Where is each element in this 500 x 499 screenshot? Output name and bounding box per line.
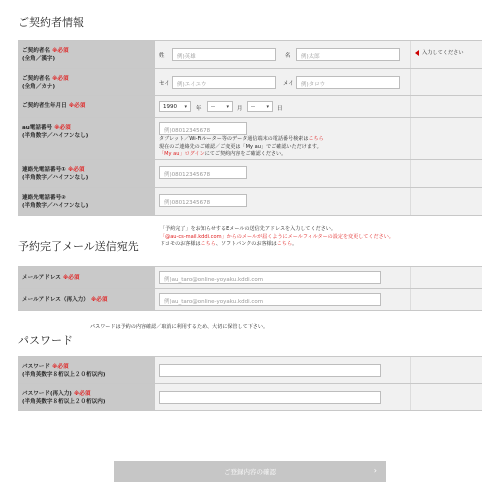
contact-1-fields (154, 160, 410, 187)
password-fields (154, 357, 410, 383)
mei-kana-input[interactable]: 例)タロウ (296, 76, 400, 89)
mail-filter-note: 「@au-cs-mail.kddi.com」からのメールが届くようにメールフィルターの設定を変更してください。 (160, 233, 394, 240)
label-text: ご契約者生年月日 (22, 103, 67, 109)
label-text: ご契約者名 (22, 48, 50, 54)
row-email-confirm (18, 289, 482, 311)
side-cell (410, 267, 482, 288)
sei-kanji-input[interactable]: 例)英雄 (172, 48, 276, 61)
label-sub: (半角英数字８桁以上２０桁以内) (22, 372, 106, 378)
label-sub: (全角／漢字) (22, 56, 56, 62)
row-email (18, 267, 482, 289)
row-name-kanji (18, 41, 482, 69)
password-confirm-input[interactable] (159, 391, 381, 404)
label-contact-2 (18, 188, 154, 215)
birth-year-select[interactable] (159, 101, 191, 112)
label-text: ご契約者名 (22, 76, 50, 82)
required-mark: ※必須 (73, 391, 91, 397)
month-unit: 月 (237, 106, 243, 112)
email-confirm-input[interactable]: 例)au_taro@online-yoyaku.kddi.com (159, 293, 381, 306)
label-sub: (半角数字／ハイフンなし) (22, 203, 89, 209)
required-mark: ※必須 (68, 103, 86, 109)
section-title-contractor: ご契約者情報 (18, 16, 84, 29)
email-fields (154, 267, 410, 288)
submit-label: ご登録内容の確認 (224, 468, 276, 476)
required-mark: ※必須 (51, 48, 69, 54)
contact-1-input[interactable]: 例)08012345678 (159, 166, 247, 179)
contact-2-fields (154, 188, 410, 215)
row-password (18, 357, 482, 384)
password-input[interactable] (159, 364, 381, 377)
completion-note (160, 226, 394, 249)
label-sub: (全角／カナ) (22, 84, 56, 90)
sei-kana-input[interactable]: 例)エイユウ (172, 76, 276, 89)
data-device-search-link[interactable]: こちら (308, 136, 324, 142)
name-kanji-fields (154, 41, 410, 68)
my-au-login-link[interactable]: 「My au」ログイン (159, 151, 205, 157)
side-cell (410, 96, 482, 117)
birth-month-select[interactable] (207, 101, 233, 112)
side-cell (410, 118, 482, 159)
note-text: パスワードは予約の内容確認／取消に利用するため、大切に保管して下さい。 (90, 324, 269, 330)
birth-year-value: 1990 (163, 104, 177, 110)
section-title-completion: 予約完了メール送信宛先 (18, 240, 139, 253)
confirm-registration-button[interactable] (114, 461, 386, 482)
password-note (90, 324, 268, 332)
row-name-kana (18, 69, 482, 96)
name-kana-fields (154, 69, 410, 95)
row-contact-2 (18, 188, 482, 216)
birthday-fields (154, 96, 410, 117)
hint-cell (410, 41, 482, 68)
side-cell (410, 188, 482, 215)
note-text: タブレット／Wi-Fiルーター等のデータ通信端末の電話番号検索は (159, 136, 309, 142)
label-sub: (半角数字／ハイフンなし) (22, 133, 89, 139)
au-phone-input[interactable]: 例)08012345678 (159, 122, 247, 135)
label-password-confirm (18, 384, 154, 410)
required-mark: ※必須 (67, 167, 85, 173)
chevron-down-icon: ▾ (226, 104, 229, 110)
label-email-confirm (18, 289, 154, 310)
row-au-phone (18, 118, 482, 160)
label-text: au電話番号 (22, 125, 53, 131)
email-confirm-fields (154, 289, 410, 310)
hint-arrow-icon (415, 50, 419, 56)
contact-2-input[interactable]: 例)08012345678 (159, 194, 247, 207)
label-text: 連絡先電話番号① (22, 167, 66, 173)
required-mark: ※必須 (90, 297, 108, 303)
mei-kana-label: メイ (283, 81, 294, 87)
side-cell (410, 357, 482, 383)
side-cell (410, 69, 482, 95)
label-email (18, 267, 154, 288)
mei-label: 名 (285, 53, 291, 59)
au-phone-note (159, 136, 324, 159)
row-password-confirm (18, 384, 482, 411)
label-sub: (半角英数字８桁以上２０桁以内) (22, 399, 106, 405)
note-text: ドコモのお客様は (160, 241, 201, 247)
day-unit: 日 (277, 106, 283, 112)
section-title-password: パスワード (18, 334, 73, 347)
au-phone-fields (154, 118, 410, 159)
birth-day-value: -- (251, 104, 255, 110)
label-contact-1 (18, 160, 154, 187)
birth-month-value: -- (211, 104, 215, 110)
hint-text: 入力してください (422, 50, 464, 56)
note-text: 、ソフトバンクのお客様は (215, 241, 277, 247)
docomo-link[interactable]: こちら (200, 241, 216, 247)
label-text: パスワード(再入力) (22, 391, 72, 397)
sei-label: 姓 (159, 53, 165, 59)
side-cell (410, 384, 482, 410)
chevron-right-icon: › (373, 466, 377, 475)
note-text: 。 (292, 241, 298, 247)
note-text: 「予約完了」をお知らせするEメールの送信先アドレスを入力してください。 (160, 226, 336, 232)
chevron-down-icon: ▾ (266, 104, 269, 110)
birth-day-select[interactable] (247, 101, 273, 112)
label-birthday (18, 96, 154, 117)
label-text: パスワード (22, 364, 50, 370)
email-input[interactable]: 例)au_taro@online-yoyaku.kddi.com (159, 271, 381, 284)
softbank-link[interactable]: こちら (276, 241, 293, 247)
required-mark: ※必須 (62, 275, 80, 281)
side-cell (410, 160, 482, 187)
note-text: にてご契約内容をご確認ください。 (204, 151, 287, 157)
chevron-down-icon: ▾ (184, 104, 187, 110)
required-mark: ※必須 (54, 125, 71, 131)
label-text: 連絡先電話番号② (22, 195, 66, 201)
year-unit: 年 (196, 106, 202, 112)
label-name-kanji (18, 41, 154, 68)
label-text: メールアドレス (22, 275, 61, 281)
label-au-phone (18, 118, 154, 159)
row-contact-1 (18, 160, 482, 188)
row-birthday (18, 96, 482, 118)
label-text: メールアドレス（再入力） (22, 297, 89, 303)
password-form (18, 356, 482, 411)
side-cell (410, 289, 482, 310)
required-mark: ※必須 (51, 364, 69, 370)
input-hint (415, 49, 464, 56)
label-password (18, 357, 154, 383)
required-mark: ※必須 (51, 76, 69, 82)
password-confirm-fields (154, 384, 410, 410)
sei-kana-label: セイ (159, 81, 170, 87)
label-sub: (半角数字／ハイフンなし) (22, 175, 89, 181)
completion-form (18, 266, 482, 311)
contractor-form (18, 40, 482, 216)
note-text: 現在のご連絡先のご確認／ご変更は「My au」でご確認いただけます。 (159, 143, 322, 150)
mei-kanji-input[interactable]: 例)太郎 (296, 48, 400, 61)
label-name-kana (18, 69, 154, 95)
